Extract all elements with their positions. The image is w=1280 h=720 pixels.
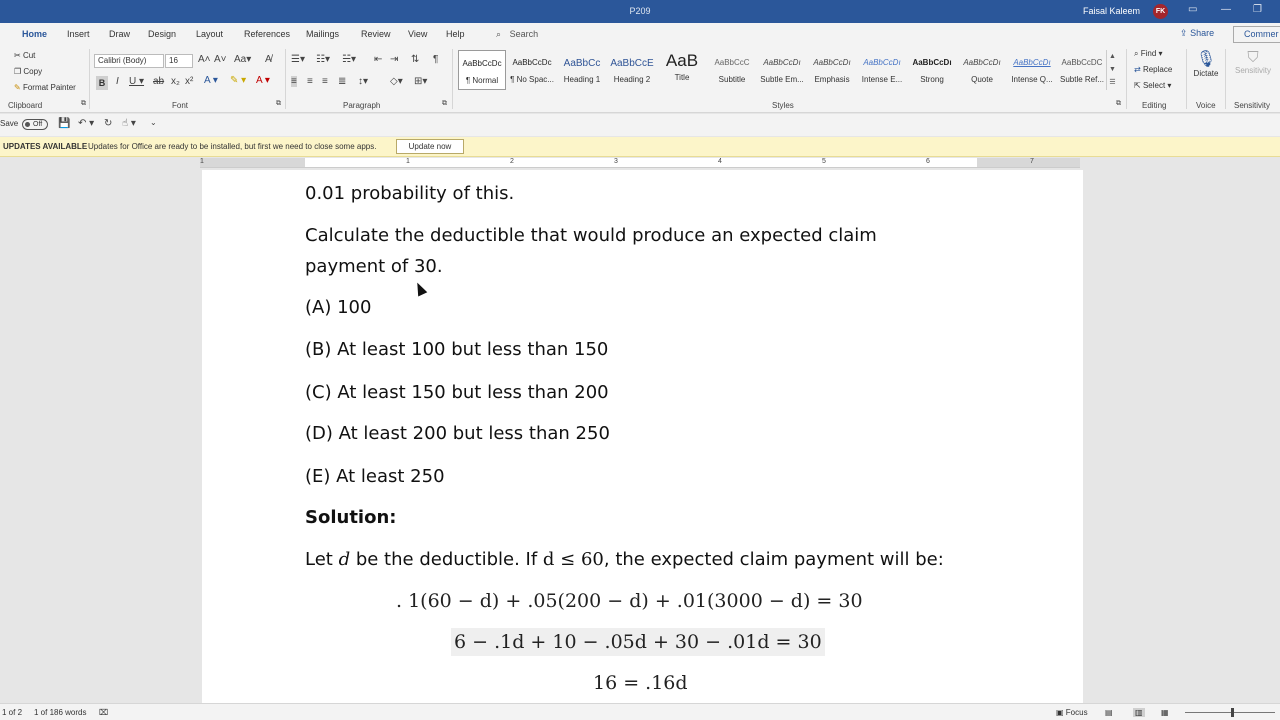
font-color-icon[interactable]: A ▾ [256,75,270,86]
underline-icon[interactable]: U ▾ [129,76,145,87]
cut-button[interactable] [14,51,35,60]
font-group-label: Font [172,101,189,110]
text-fragment: , the expected claim payment will be: [603,549,944,570]
ruler-number: 4 [718,158,722,165]
style-subtitle[interactable] [708,50,756,90]
style-name: Intense Q... [1011,75,1053,84]
chevron-down-icon[interactable]: ▼ [1109,66,1116,73]
style-sample: AaBbCc [563,58,601,69]
font-size-select[interactable]: 16 [165,54,193,68]
customize-qat-icon[interactable]: ⌄ [150,118,157,127]
solution-heading: Solution: [305,507,397,528]
update-notification-bar [0,137,1280,157]
restore-icon[interactable]: ❐ [1253,4,1262,15]
update-title: UPDATES AVAILABLE [3,142,88,151]
bold-button[interactable]: B [96,76,108,90]
focus-label: Focus [1065,708,1088,717]
ribbon-tabs [0,23,1280,45]
styles-group-label: Styles [772,101,794,110]
microphone-icon: 🎙 [1195,51,1217,68]
page-count[interactable]: 1 of 2 [2,708,23,717]
tab-help[interactable]: Help [446,29,465,39]
search-label: Search [509,29,539,39]
style-sample: AaBbCcDı [863,58,901,67]
tab-insert[interactable]: Insert [67,29,90,39]
align-left-icon[interactable]: ≡ [291,76,297,87]
sensitivity-button[interactable] [1230,49,1276,75]
style-subtle-emphasis[interactable] [758,50,806,90]
ruler-number: 2 [510,158,514,165]
search-icon: ⌕ [496,29,502,39]
body-text: Calculate the deductible that would produce an expected claim [305,225,877,246]
focus-button[interactable] [1056,708,1088,717]
borders-icon[interactable]: ⊞▾ [414,76,428,87]
zoom-slider-thumb[interactable] [1231,708,1234,717]
title-bar [0,0,1280,23]
style-no-spacing[interactable] [508,50,556,90]
math-variable: d [338,549,351,570]
divider [1225,49,1226,109]
replace-label: Replace [1142,65,1173,74]
style-title[interactable] [658,50,706,90]
share-icon: ⇪ [1180,28,1188,38]
word-count[interactable]: 1 of 186 words [34,708,87,717]
replace-icon: ⇄ [1134,65,1141,74]
voice-group-label: Voice [1196,101,1216,110]
editing-group-label: Editing [1142,101,1167,110]
share-button[interactable] [1180,28,1214,39]
copy-icon: ❐ [14,67,22,76]
answer-option-e: (E) At least 250 [305,466,445,487]
user-name[interactable]: Faisal Kaleem [1082,6,1140,16]
dialog-launcher-icon[interactable]: ⧉ [276,100,281,107]
chevron-up-icon[interactable]: ▲ [1109,53,1116,60]
style-name: Subtitle [718,75,746,84]
search-icon: ⌕ [1134,49,1139,58]
style-name: ¶ No Spac... [510,75,554,84]
style-sample: AaBbCcC [714,58,750,67]
minimize-icon[interactable]: — [1221,4,1231,15]
paragraph-group-label: Paragraph [343,101,381,110]
text-effects-icon[interactable]: A ▾ [204,75,218,86]
highlight-icon[interactable]: ✎ ▾ [230,75,247,86]
tab-layout[interactable]: Layout [196,29,224,39]
copy-button[interactable] [14,67,42,76]
style-quote[interactable] [958,50,1006,90]
superscript-icon[interactable]: x² [185,76,194,87]
style-name: Intense E... [861,75,903,84]
tab-view[interactable]: View [408,29,428,39]
autosave-toggle[interactable]: Off [22,119,48,130]
styles-gallery-scroll[interactable] [1106,50,1118,90]
more-styles-icon[interactable]: ☰ [1109,79,1116,86]
style-sample: AaBbCcE [610,58,654,69]
undo-icon[interactable]: ↶ ▾ [78,118,95,129]
answer-option-a: (A) 100 [305,297,372,318]
tab-mailings[interactable]: Mailings [306,29,340,39]
grow-font-icon[interactable]: A˄ [198,54,211,65]
style-name: Quote [971,75,993,84]
dialog-launcher-icon[interactable]: ⧉ [442,100,447,107]
find-label: Find [1140,49,1157,58]
replace-button[interactable] [1134,65,1172,74]
tab-draw[interactable]: Draw [109,29,131,39]
find-button[interactable]: ⌕ Find ▾ [1134,49,1163,58]
tab-home[interactable]: Home [22,29,48,39]
sensitivity-label: Sensitivity [1234,66,1271,75]
sort-icon[interactable]: ⇅ [411,54,420,65]
pilcrow-icon[interactable]: ¶ [433,54,439,65]
ruler-number: 6 [926,158,930,165]
style-sample: AaBbCcDı [813,58,851,67]
search-tab[interactable] [496,29,538,40]
align-right-icon[interactable]: ≡ [322,76,328,87]
equation-1: . 1(60 − d) + .05(200 − d) + .01(3000 − d) = 30 [396,590,863,612]
text-fragment: be the deductible. If [350,549,543,570]
font-name-select[interactable]: Calibri (Body) [94,54,164,68]
touch-mode-icon[interactable]: ☝ ▾ [122,118,136,129]
tab-design[interactable]: Design [148,29,177,39]
ruler-number: 1 [200,158,204,165]
divider [452,49,453,109]
body-text: 0.01 probability of this. [305,183,515,204]
divider [1186,49,1187,109]
dictate-label: Dictate [1193,69,1219,78]
equation-2: 6 − .1d + 10 − .05d + 30 − .01d = 30 [451,628,825,656]
autosave-label: Save [0,119,19,128]
increase-indent-icon[interactable]: ⇥ [390,54,399,65]
style-strong[interactable] [908,50,956,90]
style-intense-quote[interactable] [1008,50,1056,90]
style-emphasis[interactable] [808,50,856,90]
read-mode-icon[interactable]: ▤ [1105,708,1113,717]
multilevel-list-icon[interactable]: ☵▾ [342,54,356,65]
format-painter-button[interactable] [14,83,76,92]
style-sample: AaBbCcDC [1061,58,1103,67]
style-sample: AaBbCcDc [462,59,502,68]
strikethrough-icon[interactable]: ab [153,76,165,87]
change-case-icon[interactable]: Aa▾ [234,54,252,65]
dialog-launcher-icon[interactable]: ⧉ [1116,100,1121,107]
body-text: payment of 30. [305,256,443,277]
share-label: Share [1190,28,1215,38]
style-sample: AaBbCcDı [763,58,801,67]
style-name: Emphasis [814,75,850,84]
answer-option-c: (C) At least 150 but less than 200 [305,382,609,403]
select-icon: ⇱ [1134,81,1141,90]
ruler-right-margin [977,158,1080,167]
style-name: Heading 1 [563,75,601,84]
equation-3: 16 = .16d [593,672,688,694]
scissors-icon: ✂ [14,51,21,60]
shading-icon[interactable]: ◇▾ [390,76,403,87]
dictate-button[interactable] [1191,49,1221,78]
style-name: ¶ Normal [465,76,499,85]
paintbrush-icon: ✎ [14,83,21,92]
align-center-icon[interactable]: ≡ [307,76,313,87]
clipboard-group-label: Clipboard [8,101,43,110]
answer-option-d: (D) At least 200 but less than 250 [305,423,610,444]
save-icon[interactable]: 💾 [58,118,71,129]
math-condition: d ≤ 60 [542,549,604,570]
style-normal[interactable] [458,50,506,90]
copy-label: Copy [23,67,43,76]
document-title: P209 [629,6,651,16]
sensitivity-group-label: Sensitivity [1234,101,1271,110]
ruler-left-margin [200,158,305,167]
web-layout-icon[interactable]: ▦ [1161,708,1169,717]
style-intense-emphasis[interactable] [858,50,906,90]
select-label: Select [1142,81,1166,90]
style-name: Title [674,73,690,82]
style-heading-2[interactable] [608,50,656,90]
proofing-icon[interactable]: ⌧ [99,708,109,717]
style-sample: AaB [665,51,699,70]
comments-button[interactable]: Commer [1233,26,1280,43]
update-now-button[interactable]: Update now [396,139,464,154]
ribbon [0,45,1280,113]
clear-formatting-icon[interactable]: A̸ [265,54,272,65]
bullets-icon[interactable]: ☰▾ [291,54,305,65]
style-sample: AaBbCcDı [912,58,952,67]
style-sample: AaBbCcDc [512,58,552,67]
style-name: Subtle Em... [760,75,804,84]
tab-references[interactable]: References [244,29,291,39]
subscript-icon[interactable]: x₂ [171,76,180,87]
style-sample: AaBbCcDı [1013,58,1051,67]
solution-intro [305,549,944,570]
select-button[interactable]: ⇱ Select ▾ [1134,81,1172,90]
print-layout-icon[interactable]: ▥ [1135,708,1143,717]
tab-review[interactable]: Review [361,29,391,39]
ruler-number: 7 [1030,158,1034,165]
shrink-font-icon[interactable]: A˅ [214,54,227,65]
ruler-number: 1 [406,158,410,165]
horizontal-ruler[interactable] [200,158,1080,168]
style-subtle-reference[interactable] [1058,50,1106,90]
decrease-indent-icon[interactable]: ⇤ [374,54,383,65]
avatar[interactable]: FK [1153,4,1168,19]
quick-access-toolbar [0,114,1280,136]
numbering-icon[interactable]: ☷▾ [316,54,330,65]
divider [285,49,286,109]
dialog-launcher-icon[interactable]: ⧉ [81,100,86,107]
style-sample: AaBbCcDı [963,58,1001,67]
sensitivity-icon: ⛉ [1247,49,1259,66]
text-fragment: Let [305,549,339,570]
ruler-number: 3 [614,158,618,165]
style-name: Heading 2 [613,75,651,84]
cut-label: Cut [22,51,36,60]
ribbon-display-icon[interactable]: ▭ [1188,4,1198,15]
italic-icon[interactable]: I [116,76,119,87]
style-heading-1[interactable] [558,50,606,90]
styles-gallery [458,50,1118,92]
answer-option-b: (B) At least 100 but less than 150 [305,339,609,360]
style-name: Strong [920,75,944,84]
justify-icon[interactable]: ≣ [338,76,347,87]
document-page[interactable] [202,170,1083,710]
status-bar [0,703,1280,720]
update-message: Updates for Office are ready to be installed, but first we need to close some apps. [88,142,377,151]
format-painter-label: Format Painter [22,83,76,92]
redo-icon[interactable]: ↻ [104,118,113,129]
line-spacing-icon[interactable]: ↕▾ [358,76,369,87]
style-name: Subtle Ref... [1059,75,1105,84]
divider [1126,49,1127,109]
divider [89,49,90,109]
ruler-number: 5 [822,158,826,165]
focus-icon: ▣ [1056,708,1064,717]
zoom-slider[interactable] [1185,712,1275,713]
